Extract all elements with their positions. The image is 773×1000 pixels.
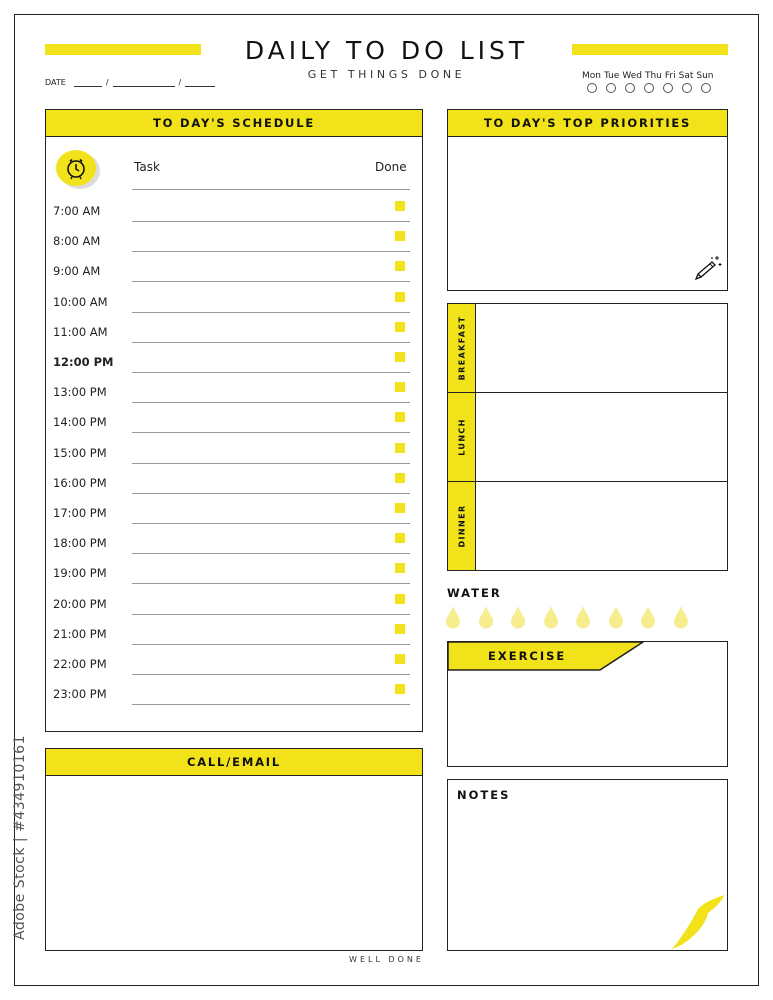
date-sep-1: / — [105, 78, 109, 87]
schedule-time: 8:00 AM — [53, 234, 101, 249]
breakfast-tab — [448, 304, 476, 392]
task-entry-line[interactable] — [132, 674, 410, 675]
schedule-time: 15:00 PM — [53, 445, 107, 460]
day-checkbox-sun[interactable] — [701, 83, 711, 93]
done-checkbox[interactable] — [395, 443, 405, 453]
water-drop-icon[interactable] — [478, 605, 494, 629]
breakfast-label: BREAKFAST — [457, 315, 466, 381]
task-entry-line[interactable] — [132, 402, 410, 403]
schedule-row — [46, 322, 422, 352]
schedule-time: 22:00 PM — [53, 657, 107, 671]
day-label: Wed — [622, 71, 642, 81]
schedule-time: 7:00 AM — [53, 204, 101, 218]
schedule-row — [46, 261, 422, 291]
schedule-row — [46, 684, 422, 714]
done-checkbox[interactable] — [395, 201, 405, 211]
task-entry-line[interactable] — [132, 372, 410, 373]
done-checkbox[interactable] — [395, 292, 405, 302]
done-column-label: Done — [375, 160, 407, 174]
page-curl-icon — [668, 893, 728, 951]
schedule-row — [46, 624, 422, 654]
done-checkbox[interactable] — [395, 352, 405, 362]
day-label: Sun — [696, 71, 714, 81]
done-checkbox[interactable] — [395, 533, 405, 543]
schedule-time: 20:00 PM — [53, 596, 107, 611]
schedule-time: 10:00 AM — [53, 294, 108, 309]
day-label: Thu — [644, 71, 662, 81]
schedule-time: 14:00 PM — [53, 415, 107, 430]
done-checkbox[interactable] — [395, 594, 405, 604]
done-checkbox[interactable] — [395, 624, 405, 634]
done-checkbox[interactable] — [395, 382, 405, 392]
schedule-row — [46, 352, 422, 382]
schedule-time: 18:00 PM — [53, 536, 107, 551]
schedule-time: 17:00 PM — [53, 506, 107, 520]
weekday-checkboxes — [587, 83, 711, 93]
done-checkbox[interactable] — [395, 322, 405, 332]
page-title: DAILY TO DO LIST — [244, 36, 529, 65]
schedule-section — [45, 109, 423, 732]
task-entry-line[interactable] — [132, 463, 410, 464]
water-drop-icon[interactable] — [575, 605, 591, 629]
meals-section — [447, 303, 728, 571]
dinner-entry[interactable] — [478, 482, 727, 570]
page-subtitle: GET THINGS DONE — [307, 68, 466, 81]
schedule-row — [46, 412, 422, 442]
water-drop-icon[interactable] — [673, 605, 689, 629]
day-label: Sat — [678, 71, 694, 81]
task-entry-line[interactable] — [132, 553, 410, 554]
date-label: DATE — [45, 78, 66, 87]
day-checkbox-tue[interactable] — [606, 83, 616, 93]
notes-section[interactable] — [447, 779, 728, 951]
schedule-time: 19:00 PM — [53, 566, 107, 581]
task-entry-line[interactable] — [132, 432, 410, 433]
water-drops — [445, 605, 689, 629]
weekday-labels — [582, 71, 714, 81]
done-checkbox[interactable] — [395, 261, 405, 271]
task-entry-line[interactable] — [132, 251, 410, 252]
date-month-blank[interactable] — [113, 77, 175, 87]
water-drop-icon[interactable] — [608, 605, 624, 629]
schedule-title: TO DAY'S SCHEDULE — [46, 110, 422, 137]
schedule-row — [46, 231, 422, 261]
schedule-time: 16:00 PM — [53, 475, 107, 490]
task-entry-line[interactable] — [132, 221, 410, 222]
task-header-line — [132, 189, 410, 190]
schedule-time: 11:00 AM — [53, 324, 108, 339]
call-email-section[interactable] — [45, 748, 423, 951]
day-label: Tue — [603, 71, 620, 81]
task-entry-line[interactable] — [132, 644, 410, 645]
date-day-blank[interactable] — [74, 77, 102, 87]
task-column-label: Task — [134, 160, 160, 174]
done-checkbox[interactable] — [395, 231, 405, 241]
schedule-row — [46, 503, 422, 533]
task-entry-line[interactable] — [132, 342, 410, 343]
done-checkbox[interactable] — [395, 473, 405, 483]
schedule-row — [46, 533, 422, 563]
exercise-section[interactable] — [447, 641, 728, 767]
lunch-entry[interactable] — [478, 393, 727, 481]
task-entry-line[interactable] — [132, 704, 410, 705]
schedule-row — [46, 382, 422, 412]
pencil-sparkle-icon — [693, 254, 723, 286]
task-entry-line[interactable] — [132, 281, 410, 282]
day-label: Fri — [664, 71, 676, 81]
task-entry-line[interactable] — [132, 583, 410, 584]
schedule-row — [46, 473, 422, 503]
schedule-row — [46, 443, 422, 473]
schedule-row — [46, 563, 422, 593]
breakfast-entry[interactable] — [478, 304, 727, 392]
day-checkbox-wed[interactable] — [625, 83, 635, 93]
done-checkbox[interactable] — [395, 654, 405, 664]
footer-text: WELL DONE — [349, 955, 424, 964]
schedule-row — [46, 594, 422, 624]
done-checkbox[interactable] — [395, 503, 405, 513]
day-checkbox-thu[interactable] — [644, 83, 654, 93]
task-entry-line[interactable] — [132, 614, 410, 615]
schedule-time: 23:00 PM — [53, 687, 107, 702]
priorities-title: TO DAY'S TOP PRIORITIES — [448, 110, 727, 137]
task-entry-line[interactable] — [132, 312, 410, 313]
schedule-row — [46, 654, 422, 684]
date-year-blank[interactable] — [185, 77, 215, 87]
dinner-label: DINNER — [457, 503, 466, 548]
date-field[interactable] — [45, 77, 219, 87]
notes-title: NOTES — [457, 788, 511, 802]
date-sep-2: / — [178, 78, 182, 87]
schedule-time: 21:00 PM — [53, 626, 107, 641]
done-checkbox[interactable] — [395, 563, 405, 573]
water-label: WATER — [447, 586, 502, 600]
done-checkbox[interactable] — [395, 412, 405, 422]
day-label: Mon — [582, 71, 601, 81]
dinner-tab — [448, 481, 476, 570]
water-drop-icon[interactable] — [640, 605, 656, 629]
priorities-section[interactable] — [447, 109, 728, 291]
schedule-row — [46, 201, 422, 231]
schedule-time: 9:00 AM — [53, 264, 101, 279]
stock-credit: Adobe Stock | #434910161 — [12, 735, 28, 940]
task-entry-line[interactable] — [132, 523, 410, 524]
water-drop-icon[interactable] — [543, 605, 559, 629]
call-email-title: CALL/EMAIL — [46, 749, 422, 776]
exercise-title: EXERCISE — [488, 649, 567, 663]
day-checkbox-sat[interactable] — [682, 83, 692, 93]
lunch-label: LUNCH — [457, 417, 466, 456]
day-checkbox-mon[interactable] — [587, 83, 597, 93]
schedule-row — [46, 292, 422, 322]
done-checkbox[interactable] — [395, 684, 405, 694]
water-drop-icon[interactable] — [445, 605, 461, 629]
schedule-time: 12:00 PM — [53, 355, 114, 369]
day-checkbox-fri[interactable] — [663, 83, 673, 93]
schedule-time: 13:00 PM — [53, 385, 107, 400]
water-drop-icon[interactable] — [510, 605, 526, 629]
clock-icon — [56, 150, 96, 186]
task-entry-line[interactable] — [132, 493, 410, 494]
lunch-tab — [448, 392, 476, 481]
